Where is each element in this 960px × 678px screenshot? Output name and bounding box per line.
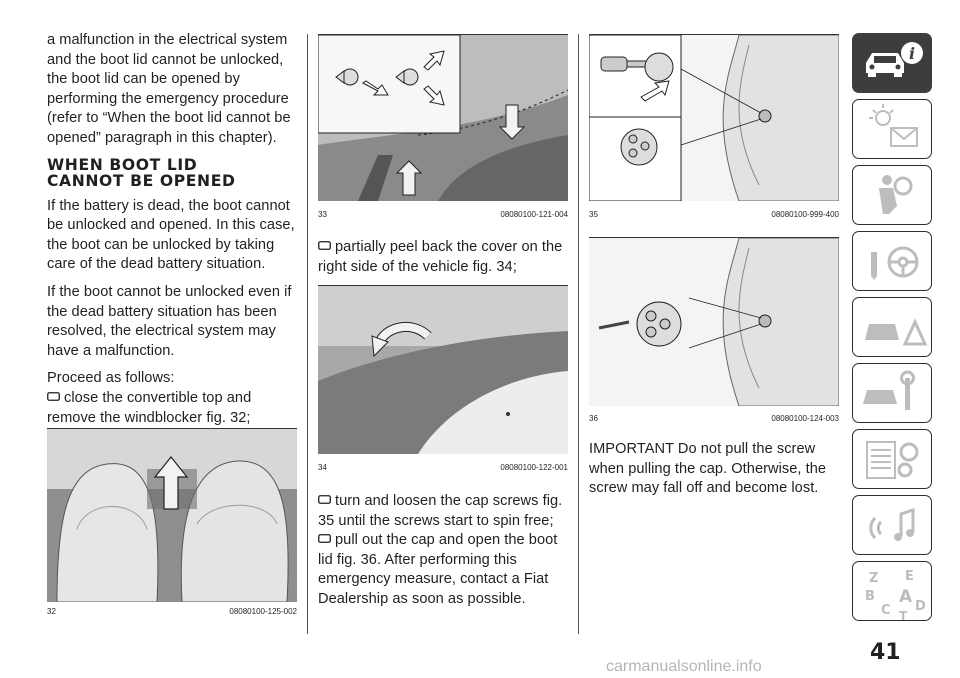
figure-number: 36 <box>589 414 598 423</box>
figure-code: 08080100-121-004 <box>500 210 568 219</box>
tab-multimedia[interactable] <box>852 495 932 555</box>
figure-code: 08080100-125-002 <box>229 607 297 616</box>
column-2-steps <box>318 492 573 618</box>
column-1 <box>47 31 297 475</box>
step-3 <box>318 238 568 277</box>
bullet-icon <box>318 495 331 504</box>
index-icon <box>853 562 933 622</box>
car-info-icon <box>852 33 932 93</box>
index-letter-d: D <box>915 599 926 614</box>
figure-code: 08080100-122-001 <box>500 463 568 472</box>
tab-technical-data[interactable] <box>852 429 932 489</box>
figure-35 <box>589 34 839 224</box>
index-letter-z: Z <box>869 571 879 586</box>
tab-starting-driving[interactable] <box>852 231 932 291</box>
emergency-icon <box>853 298 933 358</box>
maintenance-icon <box>853 364 933 424</box>
safety-icon <box>853 166 933 226</box>
figure-34-image <box>318 285 568 454</box>
step-4-text: turn and loosen the cap screws fig. 35 until the screws start to spin free; <box>318 493 563 529</box>
column-divider-2 <box>578 34 579 634</box>
figure-36-image <box>589 237 839 406</box>
starting-driving-icon <box>853 232 933 292</box>
figure-number: 32 <box>47 607 56 616</box>
figure-33 <box>318 34 568 224</box>
step-4 <box>318 492 573 531</box>
tab-car-info[interactable] <box>852 33 932 93</box>
proceed-label: Proceed as follows: <box>47 370 175 387</box>
tab-safety[interactable] <box>852 165 932 225</box>
step-5 <box>318 531 573 609</box>
index-letter-c: C <box>881 603 891 618</box>
figure-code: 08080100-124-003 <box>771 414 839 423</box>
intro-paragraph: a malfunction in the electrical system and the boot lid cannot be unlocked, the boot lid can be opened by performing the emergency procedure (refer to “When the boot lid cannot be opened” paragraph in this chapter). <box>47 32 291 146</box>
heading-line-1: WHEN BOOT LID <box>47 155 198 174</box>
tab-emergency[interactable] <box>852 297 932 357</box>
step-3-text: partially peel back the cover on the right side of the vehicle fig. 34; <box>318 239 563 275</box>
heading-line-2: CANNOT BE OPENED <box>47 171 236 190</box>
tab-maintenance[interactable] <box>852 363 932 423</box>
index-letter-t: T <box>899 609 908 622</box>
figure-32-image <box>47 428 297 602</box>
column-divider-1 <box>307 34 308 634</box>
figure-34 <box>318 285 568 480</box>
svg-text:i: i <box>908 44 916 63</box>
figure-number: 35 <box>589 210 598 219</box>
step-1-text: close the convertible top and remove the windblocker fig. 32; <box>47 389 252 426</box>
bullet-icon <box>47 392 60 401</box>
warning-lights-icon <box>853 100 933 160</box>
battery-dead-paragraph: If the battery is dead, the boot cannot be unlocked and opened. In this case, the boot can be unlocked by taking care of the dead battery situation. <box>47 197 295 273</box>
index-letter-e: E <box>905 569 914 584</box>
section-heading <box>47 157 297 189</box>
figure-36 <box>589 237 839 427</box>
bullet-icon <box>318 241 331 250</box>
index-letter-b: B <box>865 589 875 604</box>
figure-code: 08080100-999-400 <box>771 210 839 219</box>
malfunction-paragraph: If the boot cannot be unlocked even if the dead battery situation has been resolved, the electrical system may have a malfunction. <box>47 283 292 359</box>
tab-warning-lights[interactable] <box>852 99 932 159</box>
bullet-icon <box>318 534 331 543</box>
tab-index[interactable] <box>852 561 932 621</box>
watermark: carmanualsonline.info <box>606 658 762 675</box>
figure-33-image <box>318 34 568 201</box>
important-note: IMPORTANT Do not pull the screw when pulling the cap. Otherwise, the screw may fall off and become lost. <box>589 441 827 497</box>
index-letter-a: A <box>899 587 913 607</box>
column-2-step-3 <box>318 238 568 285</box>
figure-number: 34 <box>318 463 327 472</box>
step-5-text: pull out the cap and open the boot lid fig. 36. After performing this emergency measure, contact a Fiat Dealership as soon as possible. <box>318 532 558 607</box>
multimedia-icon <box>853 496 933 556</box>
technical-data-icon <box>853 430 933 490</box>
step-1 <box>47 389 297 428</box>
figure-32 <box>47 428 297 623</box>
figure-number: 33 <box>318 210 327 219</box>
figure-35-image <box>589 34 839 201</box>
page-number: 41 <box>870 640 901 665</box>
column-3-important <box>589 440 839 507</box>
